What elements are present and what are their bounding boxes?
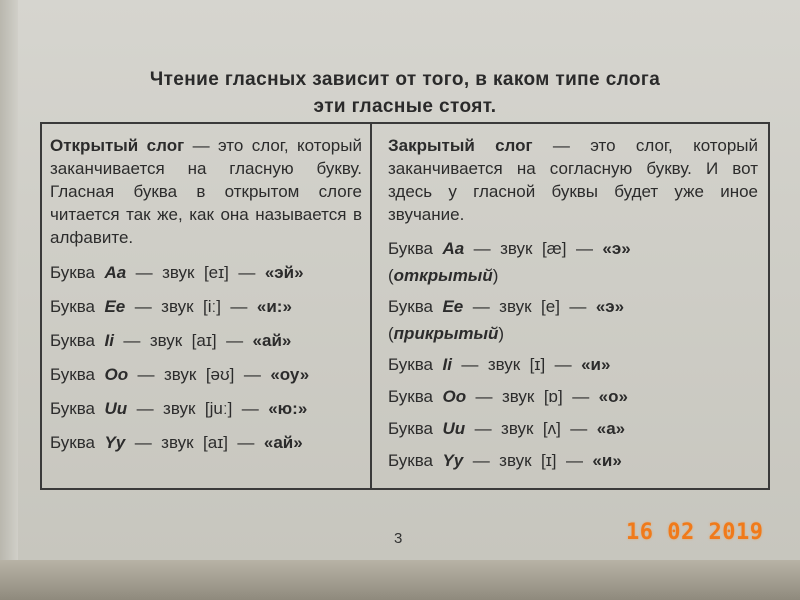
letter-row [388, 291, 758, 323]
row-letter: Ee [104, 297, 126, 316]
row-sound: «ай» [252, 331, 292, 350]
page-number: 3 [394, 530, 403, 547]
row-dash: — [474, 419, 492, 438]
row-letter: Uu [442, 419, 466, 438]
row-zvuk: звук [499, 451, 532, 470]
row-word: Буква [50, 331, 96, 350]
letter-row [50, 426, 362, 460]
row-ipa: [aɪ] [191, 331, 217, 350]
row-word: Буква [50, 297, 96, 316]
letter-row [388, 413, 758, 445]
row-ipa: [əʊ] [205, 365, 235, 384]
row-letter: Ii [442, 355, 452, 374]
row-dash: — [461, 355, 479, 374]
row-dash: — [570, 419, 588, 438]
row-sound: «э» [602, 239, 631, 258]
letter-row [50, 358, 362, 392]
row-dash: — [230, 297, 248, 316]
row-dash: — [238, 263, 256, 282]
row-zvuk: звук [161, 297, 194, 316]
row-ipa: [ʌ] [542, 419, 561, 438]
letter-row [50, 324, 362, 358]
note-text: открытый [393, 266, 493, 285]
row-ipa: [iː] [203, 297, 221, 316]
row-sound: «эй» [264, 263, 304, 282]
row-word: Буква [388, 297, 434, 316]
row-dash: — [136, 399, 154, 418]
row-ipa: [ɒ] [543, 387, 563, 406]
letter-row [50, 256, 362, 290]
letter-row [50, 290, 362, 324]
closed-syllable-rows [388, 233, 758, 477]
row-dash: — [475, 387, 493, 406]
row-dash: — [135, 263, 153, 282]
letter-row [388, 445, 758, 477]
row-zvuk: звук [149, 331, 183, 350]
row-dash: — [565, 451, 583, 470]
row-sound: «ю:» [268, 399, 308, 418]
row-letter: Ee [442, 297, 464, 316]
row-word: Буква [388, 451, 434, 470]
row-word: Буква [388, 239, 434, 258]
row-letter: Oo [104, 365, 129, 384]
row-dash: — [472, 451, 490, 470]
row-letter: Aa [104, 263, 127, 282]
row-letter: Uu [104, 399, 128, 418]
row-sound: «оу» [270, 365, 310, 384]
row-dash: — [554, 355, 572, 374]
row-dash: — [575, 239, 593, 258]
row-letter: Yy [104, 433, 126, 452]
row-sound: «и:» [256, 297, 292, 316]
row-sound: «и» [592, 451, 622, 470]
row-zvuk: звук [161, 433, 194, 452]
row-word: Буква [50, 263, 96, 282]
row-word: Буква [388, 355, 434, 374]
row-dash: — [472, 297, 490, 316]
row-ipa: [ɪ] [541, 451, 557, 470]
row-word: Буква [50, 433, 96, 452]
open-syllable-term: Открытый слог [50, 136, 185, 155]
syllable-type-note: (открытый) [388, 266, 499, 285]
row-dash: — [572, 387, 590, 406]
row-word: Буква [388, 419, 434, 438]
row-zvuk: звук [163, 365, 197, 384]
closed-syllable-text: — это слог, который заканчивается на согласную букву. И вот здесь у гласной буквы будет уже иное звучание. [388, 136, 758, 224]
row-sound: «о» [598, 387, 628, 406]
row-zvuk: звук [162, 263, 195, 282]
syllable-table [40, 122, 770, 490]
row-zvuk: звук [501, 419, 534, 438]
row-zvuk: звук [163, 399, 196, 418]
row-dash: — [137, 365, 155, 384]
row-dash: — [569, 297, 587, 316]
row-dash: — [237, 433, 255, 452]
row-zvuk: звук [501, 387, 535, 406]
open-syllable-definition [50, 134, 362, 249]
heading-line-1: Чтение гласных зависит от того, в каком типе слога [149, 69, 661, 90]
open-syllable-column [50, 134, 362, 460]
row-zvuk: звук [499, 297, 532, 316]
row-letter: Aa [442, 239, 465, 258]
row-zvuk: звук [500, 239, 533, 258]
letter-row [388, 349, 758, 381]
heading-line-2: эти гласные стоят. [313, 96, 497, 117]
row-sound: «и» [581, 355, 611, 374]
row-sound: «ай» [263, 433, 303, 452]
letter-row [388, 381, 758, 413]
row-dash: — [241, 399, 259, 418]
page-heading [60, 66, 750, 120]
row-dash: — [134, 433, 152, 452]
row-ipa: [æ] [541, 239, 567, 258]
closed-syllable-term: Закрытый слог [388, 136, 533, 155]
note-text: прикрытый [393, 324, 499, 343]
open-syllable-text: — это слог, который заканчивается на гласную букву. Гласная буква в открытом слоге читается так же, как она называется в алфавите. [50, 136, 362, 247]
row-ipa: [juː] [204, 399, 233, 418]
row-ipa: [e] [541, 297, 560, 316]
row-word: Буква [50, 399, 96, 418]
letter-row [50, 392, 362, 426]
row-ipa: [eɪ] [203, 263, 229, 282]
row-sound: «э» [595, 297, 625, 316]
row-dash: — [123, 331, 141, 350]
column-divider [370, 124, 372, 488]
page-binding [0, 0, 18, 560]
row-letter: Ii [104, 331, 114, 350]
row-dash: — [226, 331, 244, 350]
syllable-type-note: (прикрытый) [388, 324, 505, 343]
row-dash: — [134, 297, 152, 316]
closed-syllable-definition [388, 134, 758, 226]
row-dash: — [243, 365, 261, 384]
page-edge [0, 560, 800, 600]
open-syllable-rows [50, 256, 362, 460]
row-ipa: [aɪ] [203, 433, 228, 452]
row-word: Буква [388, 387, 434, 406]
row-letter: Oo [442, 387, 467, 406]
row-dash: — [473, 239, 491, 258]
row-letter: Yy [442, 451, 464, 470]
row-zvuk: звук [487, 355, 521, 374]
row-word: Буква [50, 365, 96, 384]
row-ipa: [ɪ] [529, 355, 546, 374]
photo-date-stamp: 16 02 2019 [626, 520, 764, 545]
closed-syllable-column [388, 134, 758, 477]
row-sound: «а» [596, 419, 626, 438]
letter-row [388, 233, 758, 265]
